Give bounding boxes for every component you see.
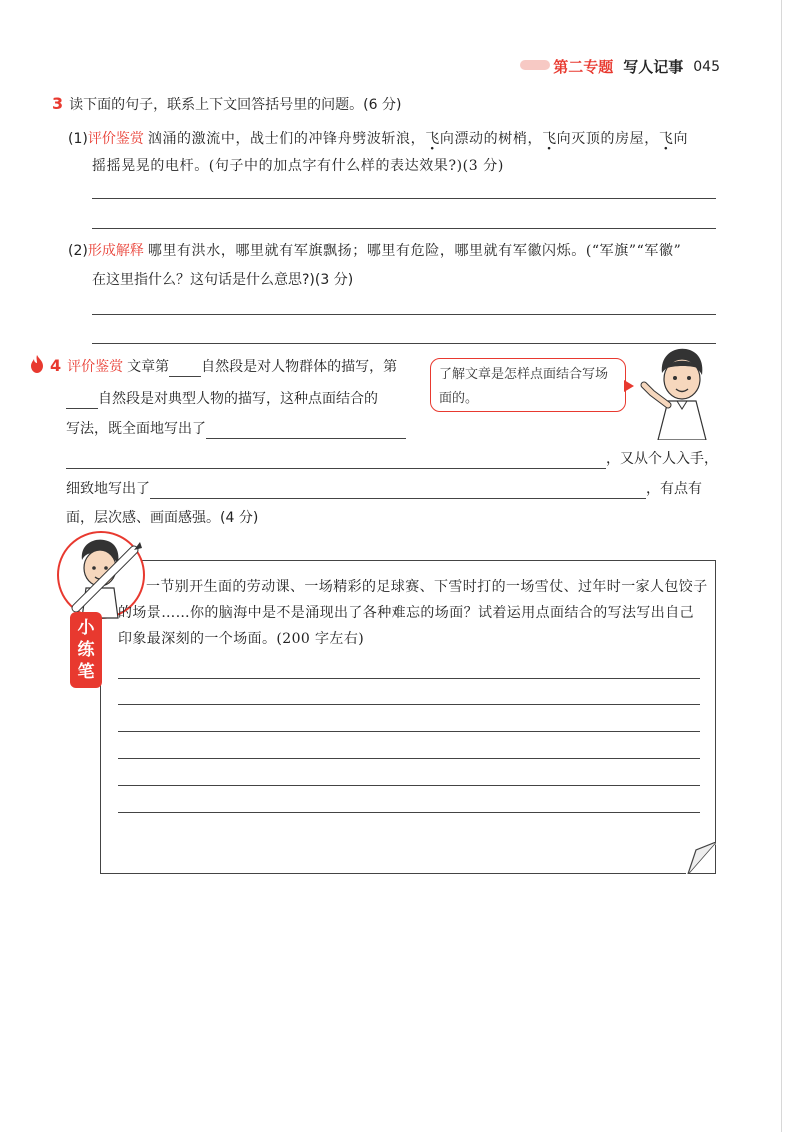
fill-blank[interactable] <box>66 452 606 469</box>
q4-text: ，有点有 <box>646 481 702 497</box>
q4-tag: 评价鉴赏 <box>67 359 124 375</box>
q3-part2-index: (2) <box>68 243 88 259</box>
page-edge <box>781 0 782 1132</box>
q4-number: 4 <box>50 356 62 375</box>
q3-part1-line1 <box>68 128 688 149</box>
q3-part2-line2: 在这里指什么？这句话是什么意思?)(3 分) <box>92 272 354 288</box>
writing-line[interactable] <box>118 758 700 759</box>
answer-line[interactable] <box>92 228 716 229</box>
dotted-char: 飞 <box>542 131 557 147</box>
q3-part2-line1 <box>68 240 681 261</box>
q4-line4 <box>66 448 718 469</box>
practice-label-char: 小 <box>77 618 95 638</box>
dotted-char: 飞 <box>425 131 440 147</box>
q4-text: 细致地写出了 <box>66 481 150 497</box>
hint-bubble: 了解文章是怎样点面结合写场面的。 <box>430 358 626 412</box>
dotted-char: 飞 <box>658 131 674 147</box>
practice-label-char: 练 <box>77 640 95 660</box>
q4-line2 <box>66 388 378 409</box>
q3-part2-tag: 形成解释 <box>87 243 144 259</box>
q4-line1 <box>50 356 397 377</box>
q3-stem-text: 读下面的句子，联系上下文回答括号里的问题。(6 分) <box>69 97 402 113</box>
fill-blank[interactable] <box>150 482 646 499</box>
writing-line[interactable] <box>118 704 700 705</box>
q4-text: 自然段是对人物群体的描写，第 <box>201 359 398 375</box>
q3-part1-text-e: 向灭顶的房屋， <box>556 131 659 147</box>
boy-pointing-illustration <box>640 345 722 440</box>
q4-text: 写法，既全面地写出了 <box>66 421 206 437</box>
q4-text: 自然段是对典型人物的描写，这种点面结合的 <box>98 391 378 407</box>
practice-label-char: 笔 <box>77 662 95 682</box>
q3-part1-text-c: 向漂动的树梢， <box>439 131 543 147</box>
q3-stem <box>52 94 401 115</box>
q3-part1-tag: 评价鉴赏 <box>87 131 144 147</box>
fill-blank[interactable] <box>66 392 98 409</box>
q3-part2-text: 哪里有洪水，哪里就有军旗飘扬；哪里有危险，哪里就有军徽闪烁。(“军旗”“军徽” <box>147 243 682 259</box>
practice-label <box>70 612 102 688</box>
answer-line[interactable] <box>92 343 716 344</box>
writing-line[interactable] <box>118 785 700 786</box>
q3-part1-line2: 摇摇晃晃的电杆。(句子中的加点字有什么样的表达效果?)(3 分) <box>92 158 504 174</box>
flame-icon <box>30 355 44 373</box>
writing-line[interactable] <box>118 812 700 813</box>
page-number: 045 <box>693 58 720 75</box>
practice-prompt: 一节别开生面的劳动课、一场精彩的足球赛、下雪时打的一场雪仗、过年时一家人包饺子的场景……你的脑海中是不是涌现出了各种难忘的场面？试着运用点面结合的写法写出自己印象最深刻的一个场面。(200 字左右) <box>118 579 708 647</box>
answer-line[interactable] <box>92 314 716 315</box>
hint-bubble-tail <box>624 380 634 392</box>
page-header <box>553 56 720 77</box>
chapter-title: 写人记事 <box>623 58 684 76</box>
q3-part1-text-g: 向 <box>673 131 689 147</box>
topic-title: 第二专题 <box>553 58 614 76</box>
q4-line6: 面，层次感、画面感强。(4 分) <box>66 510 259 526</box>
fill-blank[interactable] <box>169 360 201 377</box>
q3-number: 3 <box>52 94 64 113</box>
q4-text: ，又从个人入手， <box>606 451 718 467</box>
q4-line3 <box>66 418 406 439</box>
writing-line[interactable] <box>118 678 700 679</box>
q4-text: 文章第 <box>127 359 170 375</box>
q4-line5 <box>66 478 702 499</box>
q3-part1-index: (1) <box>68 131 88 147</box>
fill-blank[interactable] <box>206 422 406 439</box>
writing-line[interactable] <box>118 731 700 732</box>
header-decoration <box>520 60 550 70</box>
q3-part1-text-a: 汹涌的激流中，战士们的冲锋舟劈波斩浪， <box>147 131 426 147</box>
answer-line[interactable] <box>92 198 716 199</box>
page-fold-decoration <box>686 842 716 874</box>
